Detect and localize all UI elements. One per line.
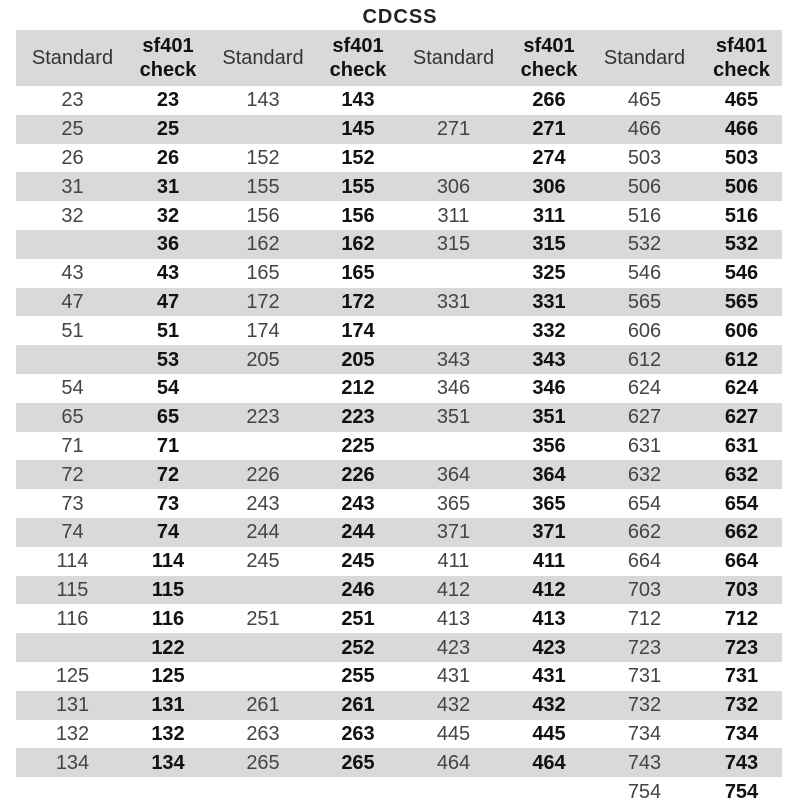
standard-code-cell: 413 — [436, 607, 471, 630]
sf401-check-cell: 654 — [724, 492, 759, 515]
sf401-check-cell: 145 — [319, 115, 397, 144]
sf401-check-cell: 255 — [341, 665, 375, 688]
standard-code-cell: 664 — [627, 550, 662, 573]
standard-code-cell: 155 — [207, 172, 319, 201]
standard-code-cell: 165 — [246, 262, 280, 285]
standard-code-cell: 116 — [56, 607, 89, 630]
standard-code-cell: 132 — [55, 722, 90, 745]
sf401-check-cell: 134 — [129, 748, 207, 777]
sf401-check-cell — [129, 777, 207, 806]
sf401-check-cell: 413 — [532, 607, 566, 630]
table-row — [16, 230, 782, 259]
standard-code-cell: 271 — [397, 115, 510, 144]
standard-code-cell: 351 — [397, 403, 510, 432]
standard-code-cell: 156 — [246, 204, 280, 227]
standard-code-cell: 412 — [397, 576, 510, 605]
header-sf401-check-1: sf401 check — [129, 30, 207, 86]
standard-code-cell: 346 — [436, 377, 471, 400]
sf401-check-cell: 331 — [510, 288, 588, 317]
standard-code-cell: 315 — [397, 230, 510, 259]
table-row — [16, 316, 782, 345]
sf401-check-cell: 54 — [156, 377, 180, 400]
standard-code-cell: 125 — [55, 665, 90, 688]
sf401-check-cell: 431 — [532, 665, 566, 688]
sf401-check-cell: 532 — [701, 230, 782, 259]
sf401-check-cell: 346 — [532, 377, 566, 400]
table-row — [16, 604, 782, 633]
standard-code-cell: 632 — [588, 460, 701, 489]
standard-code-cell: 47 — [16, 288, 129, 317]
sf401-check-cell: 115 — [129, 576, 207, 605]
standard-code-cell: 243 — [246, 492, 280, 515]
standard-code-cell: 251 — [246, 607, 280, 630]
standard-code-cell: 732 — [588, 691, 701, 720]
sf401-check-cell: 546 — [724, 262, 759, 285]
sf401-check-cell: 47 — [129, 288, 207, 317]
sf401-check-cell: 464 — [510, 748, 588, 777]
sf401-check-cell: 465 — [724, 89, 759, 112]
sf401-check-cell: 271 — [510, 115, 588, 144]
sf401-check-cell: 132 — [151, 722, 185, 745]
sf401-check-cell: 251 — [341, 607, 375, 630]
sf401-check-cell: 156 — [341, 204, 375, 227]
standard-code-cell: 631 — [627, 434, 662, 457]
standard-code-cell: 411 — [437, 550, 470, 573]
sf401-check-cell: 26 — [156, 146, 180, 169]
header-sf401-check-3: sf401 check — [510, 30, 588, 86]
sf401-check-cell: 606 — [724, 319, 759, 342]
sf401-check-cell: 205 — [319, 345, 397, 374]
sf401-check-cell: 356 — [532, 434, 566, 457]
standard-code-cell — [207, 633, 319, 662]
table-row — [16, 633, 782, 662]
standard-code-cell: 712 — [627, 607, 662, 630]
table-row — [16, 720, 782, 749]
header-standard-2: Standard — [207, 30, 319, 86]
sf401-check-cell: 624 — [724, 377, 759, 400]
standard-code-cell: 115 — [16, 576, 129, 605]
sf401-check-cell: 612 — [701, 345, 782, 374]
standard-code-cell: 423 — [397, 633, 510, 662]
standard-code-cell: 265 — [207, 748, 319, 777]
header-row — [16, 30, 782, 86]
standard-code-cell — [207, 432, 319, 461]
standard-code-cell: 532 — [588, 230, 701, 259]
standard-code-cell — [207, 374, 319, 403]
sf401-check-cell: 74 — [129, 518, 207, 547]
sf401-check-cell: 343 — [510, 345, 588, 374]
table-row — [16, 489, 782, 518]
standard-code-cell: 72 — [16, 460, 129, 489]
sf401-check-cell: 143 — [341, 89, 375, 112]
sf401-check-cell: 627 — [701, 403, 782, 432]
standard-code-cell: 311 — [437, 204, 470, 227]
standard-code-cell: 263 — [246, 722, 280, 745]
sf401-check-cell: 125 — [151, 665, 185, 688]
sf401-check-cell: 274 — [532, 146, 566, 169]
table-row — [16, 748, 782, 777]
sf401-check-cell: 306 — [510, 172, 588, 201]
standard-code-cell — [397, 777, 510, 806]
sf401-check-cell: 114 — [151, 550, 185, 573]
sf401-check-cell: 152 — [341, 146, 375, 169]
table-row — [16, 691, 782, 720]
standard-code-cell: 734 — [627, 722, 662, 745]
sf401-check-cell: 311 — [532, 204, 566, 227]
table-row — [16, 259, 782, 288]
sf401-check-cell: 263 — [341, 722, 375, 745]
table-row — [16, 115, 782, 144]
standard-code-cell: 226 — [207, 460, 319, 489]
standard-code-cell: 371 — [397, 518, 510, 547]
sf401-check-cell: 25 — [129, 115, 207, 144]
standard-code-cell: 465 — [627, 89, 662, 112]
sf401-check-cell: 266 — [532, 89, 566, 112]
header-standard-3: Standard — [397, 30, 510, 86]
table-body — [16, 86, 782, 806]
table-row — [16, 201, 782, 230]
header-sf401-check-4: sf401 check — [701, 30, 782, 86]
standard-code-cell: 754 — [627, 780, 662, 803]
sf401-check-cell: 53 — [129, 345, 207, 374]
table-row — [16, 345, 782, 374]
sf401-check-cell: 445 — [532, 722, 566, 745]
standard-code-cell: 723 — [588, 633, 701, 662]
sf401-check-cell: 165 — [341, 262, 375, 285]
table-row — [16, 777, 782, 806]
sf401-check-cell: 743 — [701, 748, 782, 777]
sf401-check-cell: 226 — [319, 460, 397, 489]
sf401-check-cell: 243 — [341, 492, 375, 515]
sf401-check-cell: 244 — [319, 518, 397, 547]
standard-code-cell: 432 — [397, 691, 510, 720]
table-row — [16, 403, 782, 432]
standard-code-cell: 306 — [397, 172, 510, 201]
sf401-check-cell: 225 — [341, 434, 375, 457]
sf401-check-cell: 131 — [129, 691, 207, 720]
sf401-check-cell: 325 — [532, 262, 566, 285]
standard-code-cell — [16, 230, 129, 259]
cdcss-code-table — [16, 30, 782, 806]
standard-code-cell: 172 — [207, 288, 319, 317]
standard-code-cell — [207, 115, 319, 144]
standard-code-cell: 74 — [16, 518, 129, 547]
table-row — [16, 518, 782, 547]
sf401-check-cell: 265 — [319, 748, 397, 777]
standard-code-cell — [397, 86, 510, 115]
sf401-check-cell: 36 — [129, 230, 207, 259]
standard-code-cell: 25 — [16, 115, 129, 144]
sf401-check-cell: 734 — [724, 722, 759, 745]
sf401-check-cell: 172 — [319, 288, 397, 317]
sf401-check-cell: 162 — [319, 230, 397, 259]
sf401-check-cell: 731 — [724, 665, 759, 688]
sf401-check-cell: 72 — [129, 460, 207, 489]
standard-code-cell: 606 — [627, 319, 662, 342]
standard-code-cell: 244 — [207, 518, 319, 547]
standard-code-cell: 51 — [61, 319, 84, 342]
sf401-check-cell: 245 — [341, 550, 375, 573]
standard-code-cell: 365 — [436, 492, 471, 515]
sf401-check-cell: 703 — [701, 576, 782, 605]
standard-code-cell: 627 — [588, 403, 701, 432]
standard-code-cell: 174 — [246, 319, 280, 342]
standard-code-cell: 73 — [61, 492, 84, 515]
table-row — [16, 86, 782, 115]
standard-code-cell: 364 — [397, 460, 510, 489]
sf401-check-cell: 43 — [156, 262, 180, 285]
standard-code-cell: 703 — [588, 576, 701, 605]
header-standard-4: Standard — [588, 30, 701, 86]
sf401-check-cell: 662 — [701, 518, 782, 547]
sf401-check-cell: 351 — [510, 403, 588, 432]
standard-code-cell: 743 — [588, 748, 701, 777]
sf401-check-cell: 506 — [701, 172, 782, 201]
sf401-check-cell: 31 — [129, 172, 207, 201]
table-row — [16, 288, 782, 317]
standard-code-cell: 223 — [207, 403, 319, 432]
sf401-check-cell: 632 — [701, 460, 782, 489]
standard-code-cell: 31 — [16, 172, 129, 201]
table-row — [16, 576, 782, 605]
sf401-check-cell: 412 — [510, 576, 588, 605]
standard-code-cell: 114 — [56, 550, 89, 573]
table-title: CDCSS — [362, 6, 438, 28]
standard-code-cell: 143 — [246, 89, 280, 112]
sf401-check-cell: 155 — [319, 172, 397, 201]
standard-code-cell: 54 — [61, 377, 84, 400]
table-row — [16, 432, 782, 461]
sf401-check-cell: 73 — [156, 492, 180, 515]
standard-code-cell — [397, 144, 510, 173]
standard-code-cell: 71 — [61, 434, 84, 457]
standard-code-cell: 506 — [588, 172, 701, 201]
sf401-check-cell: 122 — [129, 633, 207, 662]
sf401-check-cell: 246 — [319, 576, 397, 605]
table-row — [16, 662, 782, 691]
sf401-check-cell: 252 — [319, 633, 397, 662]
standard-code-cell: 445 — [436, 722, 471, 745]
standard-code-cell — [207, 777, 319, 806]
sf401-check-cell: 712 — [724, 607, 759, 630]
standard-code-cell — [397, 259, 510, 288]
standard-code-cell: 431 — [436, 665, 471, 688]
header-sf401-check-2: sf401 check — [319, 30, 397, 86]
sf401-check-cell: 732 — [701, 691, 782, 720]
sf401-check-cell: 212 — [341, 377, 375, 400]
standard-code-cell — [397, 432, 510, 461]
sf401-check-cell: 223 — [319, 403, 397, 432]
sf401-check-cell: 723 — [701, 633, 782, 662]
standard-code-cell: 546 — [627, 262, 662, 285]
standard-code-cell: 612 — [588, 345, 701, 374]
standard-code-cell: 261 — [207, 691, 319, 720]
standard-code-cell: 331 — [397, 288, 510, 317]
sf401-check-cell: 116 — [151, 607, 185, 630]
sf401-check-cell: 565 — [701, 288, 782, 317]
sf401-check-cell: 466 — [701, 115, 782, 144]
table-row — [16, 172, 782, 201]
standard-code-cell: 134 — [16, 748, 129, 777]
sf401-check-cell: 631 — [724, 434, 759, 457]
sf401-check-cell: 503 — [724, 146, 759, 169]
standard-code-cell: 662 — [588, 518, 701, 547]
standard-code-cell: 731 — [627, 665, 662, 688]
sf401-check-cell: 32 — [156, 204, 180, 227]
standard-code-cell: 23 — [61, 89, 84, 112]
standard-code-cell: 43 — [61, 262, 84, 285]
sf401-check-cell: 432 — [510, 691, 588, 720]
standard-code-cell: 466 — [588, 115, 701, 144]
sf401-check-cell: 423 — [510, 633, 588, 662]
sf401-check-cell: 411 — [532, 550, 566, 573]
header-standard-1: Standard — [16, 30, 129, 86]
sf401-check-cell — [319, 777, 397, 806]
sf401-check-cell: 51 — [156, 319, 180, 342]
standard-code-cell — [16, 345, 129, 374]
sf401-check-cell: 65 — [129, 403, 207, 432]
sf401-check-cell: 516 — [724, 204, 759, 227]
standard-code-cell: 654 — [627, 492, 662, 515]
sf401-check-cell: 261 — [319, 691, 397, 720]
sf401-check-cell: 315 — [510, 230, 588, 259]
standard-code-cell: 464 — [397, 748, 510, 777]
standard-code-cell — [207, 576, 319, 605]
standard-code-cell — [207, 662, 319, 691]
sf401-check-cell: 664 — [724, 550, 759, 573]
standard-code-cell — [16, 777, 129, 806]
sf401-check-cell: 332 — [532, 319, 566, 342]
table-row — [16, 460, 782, 489]
standard-code-cell: 152 — [246, 146, 280, 169]
table-row — [16, 374, 782, 403]
standard-code-cell: 343 — [397, 345, 510, 374]
sf401-check-cell: 174 — [341, 319, 375, 342]
sf401-check-cell: 23 — [156, 89, 180, 112]
sf401-check-cell: 365 — [532, 492, 566, 515]
standard-code-cell: 516 — [627, 204, 662, 227]
standard-code-cell: 32 — [61, 204, 84, 227]
standard-code-cell: 162 — [207, 230, 319, 259]
standard-code-cell: 503 — [627, 146, 662, 169]
sf401-check-cell: 71 — [156, 434, 180, 457]
sf401-check-cell: 364 — [510, 460, 588, 489]
standard-code-cell: 26 — [61, 146, 84, 169]
sf401-check-cell: 754 — [724, 780, 759, 803]
table-row — [16, 547, 782, 576]
sf401-check-cell — [510, 777, 588, 806]
standard-code-cell — [397, 316, 510, 345]
standard-code-cell: 565 — [588, 288, 701, 317]
standard-code-cell: 131 — [16, 691, 129, 720]
table-row — [16, 144, 782, 173]
sf401-check-cell: 371 — [510, 518, 588, 547]
standard-code-cell — [16, 633, 129, 662]
standard-code-cell: 624 — [627, 377, 662, 400]
standard-code-cell: 65 — [16, 403, 129, 432]
standard-code-cell: 205 — [207, 345, 319, 374]
standard-code-cell: 245 — [246, 550, 280, 573]
